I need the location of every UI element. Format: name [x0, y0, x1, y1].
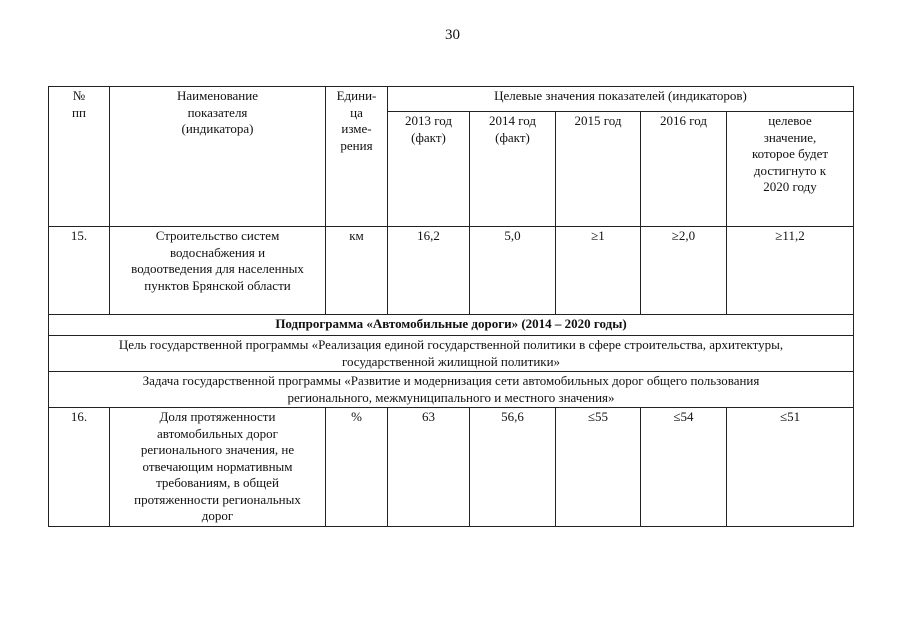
row-15-2015 [556, 227, 641, 315]
row-16-2015 [556, 408, 641, 527]
row-16-2013 [388, 408, 470, 527]
header-year-2016 [641, 112, 727, 227]
header-year-2015-text: 2015 год [574, 113, 622, 128]
indicators-table [48, 86, 854, 527]
table-row [49, 408, 854, 527]
header-name [110, 87, 326, 227]
header-year-2016-text: 2016 год [660, 113, 707, 128]
header-target-group-text: Целевые значения показателей (индикаторов) [494, 88, 747, 103]
header-year-2020 [727, 112, 854, 227]
row-16-name [110, 408, 326, 527]
row-15-2016 [641, 227, 727, 315]
row-16-unit-text: % [351, 409, 362, 424]
row-15-num-text: 15. [70, 228, 88, 243]
subprogram-title [49, 315, 854, 336]
row-15-2020 [727, 227, 854, 315]
task-text: Задача государственной программы «Развитие и модернизация сети автомобильных дорог общего пользования регионального, межмуниципального и местного значения» [142, 373, 760, 405]
row-15-unit [326, 227, 388, 315]
row-15-2014 [470, 227, 556, 315]
header-unit [326, 87, 388, 227]
row-15-2013-text: 16,2 [417, 228, 440, 243]
page-number: 30 [445, 27, 460, 43]
row-15-name-text: Строительство систем водоснабжения и водоотведения для населенных пунктов Брянской области [131, 228, 304, 293]
header-year-2013 [388, 112, 470, 227]
row-16-unit [326, 408, 388, 527]
row-16-2020 [727, 408, 854, 527]
header-unit-text: Едини- ца изме- рения [336, 88, 377, 153]
row-15-unit-text: км [349, 228, 364, 243]
row-15-2014-text: 5,0 [504, 228, 521, 243]
table-row [49, 227, 854, 315]
row-16-num [49, 408, 110, 527]
row-16-name-text: Доля протяженности автомобильных дорог регионального значения, не отвечающим нормативным требованиям, в общей протяженности региональных дорог [134, 409, 301, 523]
subprogram-title-text: Подпрограмма «Автомобильные дороги» (2014 – 2020 годы) [275, 316, 627, 331]
goal-row [49, 336, 854, 372]
header-year-2020-text: целевое значение, которое будет достигнуто к 2020 году [751, 113, 829, 194]
row-16-2016-text: ≤54 [673, 409, 694, 424]
header-year-2013-text: 2013 год (факт) [405, 113, 452, 145]
header-name-text: Наименование показателя (индикатора) [177, 88, 258, 136]
header-num-text: № пп [72, 88, 86, 120]
header-year-2015 [556, 112, 641, 227]
goal-cell [49, 336, 854, 372]
row-16-2014 [470, 408, 556, 527]
row-16-2013-text: 63 [422, 409, 435, 424]
row-16-2015-text: ≤55 [587, 409, 609, 424]
row-15-name [110, 227, 326, 315]
task-row [49, 372, 854, 408]
goal-text: Цель государственной программы «Реализация единой государственной политики в сфере строительства, архитектуры, государственной жилищной политики» [118, 337, 784, 369]
header-year-2014 [470, 112, 556, 227]
subprogram-row [49, 315, 854, 336]
row-15-2013 [388, 227, 470, 315]
header-year-2014-text: 2014 год (факт) [489, 113, 536, 145]
row-16-2016 [641, 408, 727, 527]
row-15-2016-text: ≥2,0 [671, 228, 696, 243]
row-15-2015-text: ≥1 [591, 228, 605, 243]
row-16-2020-text: ≤51 [779, 409, 801, 424]
row-15-num [49, 227, 110, 315]
row-16-num-text: 16. [70, 409, 88, 424]
header-target-group [388, 87, 854, 112]
row-15-2020-text: ≥11,2 [775, 228, 805, 243]
header-row-top [49, 87, 854, 112]
row-16-2014-text: 56,6 [501, 409, 524, 424]
header-num [49, 87, 110, 227]
task-cell [49, 372, 854, 408]
